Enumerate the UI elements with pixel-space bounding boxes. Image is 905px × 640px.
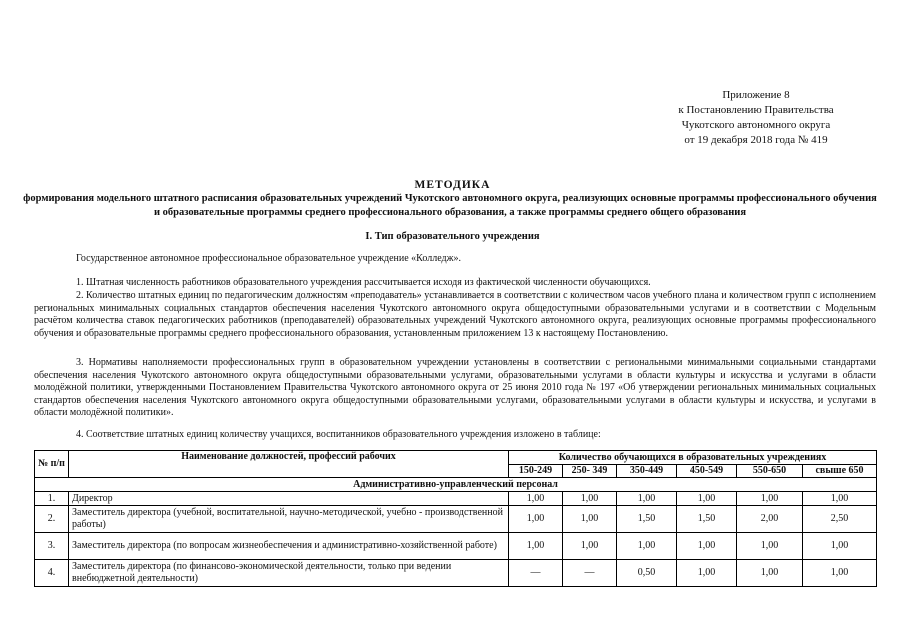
document-title: МЕТОДИКА — [414, 179, 491, 191]
row-number: 4. — [35, 560, 69, 587]
row-value: — — [563, 560, 617, 587]
row-value: — — [509, 560, 563, 587]
header-range: свыше 650 — [803, 465, 877, 478]
appendix-line: от 19 декабря 2018 года № 419 — [684, 134, 828, 146]
row-value: 1,00 — [737, 560, 803, 587]
table-row — [35, 506, 877, 533]
row-value: 1,00 — [677, 533, 737, 560]
row-value: 1,50 — [677, 506, 737, 533]
paragraph-4: 4. Соответствие штатных единиц количеству учащихся, воспитанников образовательного учреждения изложено в таблице: — [76, 429, 601, 440]
row-value: 1,00 — [803, 560, 877, 587]
row-number: 2. — [35, 506, 69, 533]
row-value: 2,50 — [803, 506, 877, 533]
row-value: 1,00 — [563, 533, 617, 560]
row-position: Заместитель директора (по вопросам жизнеобеспечения и административно-хозяйственной работе) — [69, 533, 509, 560]
table-row — [35, 533, 877, 560]
row-value: 1,00 — [737, 533, 803, 560]
row-value: 1,00 — [803, 492, 877, 506]
row-number: 1. — [35, 492, 69, 506]
header-range: 150-249 — [509, 465, 563, 478]
header-student-count: Количество обучающихся в образовательных учреждениях — [509, 451, 877, 465]
row-value: 1,00 — [509, 533, 563, 560]
row-number: 3. — [35, 533, 69, 560]
header-range: 350-449 — [617, 465, 677, 478]
header-range: 250- 349 — [563, 465, 617, 478]
row-value: 1,00 — [617, 492, 677, 506]
row-position: Директор — [69, 492, 509, 506]
paragraph-2: 2. Количество штатных единиц по педагогическим должностям «преподаватель» устанавливается в соответствии с количеством часов учебного плана и количеством групп с исполнением региональных минимальных социальных стандартов обеспечения населения Чукотского автономного округа общедоступными образовательными услугами и в соответствии с Модельным расчётом количества ставок педагогических работников (преподавателей) образовательных учреждений Чукотского автономного округа, реализующих основные программы профессионального обучения и образовательные программы среднего профессионального образования, установленным приложением 13 к настоящему Постановлению. — [34, 290, 876, 339]
appendix-line: Чукотского автономного округа — [681, 119, 831, 131]
paragraph-1: 1. Штатная численность работников образовательного учреждения рассчитывается исходя из фактической численности обучающихся. — [76, 277, 651, 288]
row-value: 2,00 — [737, 506, 803, 533]
header-position: Наименование должностей, профессий рабочих — [69, 451, 509, 478]
row-value: 1,00 — [677, 560, 737, 587]
appendix-line: Приложение 8 — [722, 89, 790, 101]
document-subtitle: формирования модельного штатного расписания образовательных учреждений Чукотского автономного округа, реализующих основные программы профессионального обучения и образовательные программы среднего профессионального образования, а также программы среднего общего образования — [23, 193, 877, 218]
section-title: I. Тип образовательного учреждения — [365, 231, 540, 242]
appendix-block — [646, 88, 866, 148]
row-value: 1,00 — [563, 492, 617, 506]
row-value: 0,50 — [617, 560, 677, 587]
row-value: 1,00 — [509, 492, 563, 506]
group-row: Административно-управленческий персонал — [35, 478, 877, 492]
table-row — [35, 492, 877, 506]
table-row — [35, 560, 877, 587]
row-position: Заместитель директора (учебной, воспитательной, научно-методической, учебно - производственной работы) — [69, 506, 509, 533]
staffing-table — [34, 450, 877, 587]
row-value: 1,00 — [563, 506, 617, 533]
row-value: 1,00 — [509, 506, 563, 533]
row-value: 1,50 — [617, 506, 677, 533]
row-position: Заместитель директора (по финансово-экономической деятельности, только при ведении внебюджетной деятельности) — [69, 560, 509, 587]
row-value: 1,00 — [803, 533, 877, 560]
row-value: 1,00 — [677, 492, 737, 506]
header-range: 450-549 — [677, 465, 737, 478]
institution-type: Государственное автономное профессиональное образовательное учреждение «Колледж». — [76, 253, 461, 264]
paragraph-3: 3. Нормативы наполняемости профессиональных групп в образовательном учреждении установлены в соответствии с региональными минимальными социальными стандартами обеспечения населения Чукотского автономного округа общедоступными образовательными услугами, образовательными услугами в области культуры и искусства и услугами в области молодёжной политики, утвержденными Постановлением Правительства Чукотского автономного округа от 25 июня 2010 года № 197 «Об утверждении региональных минимальных социальных стандартов обеспечения населения Чукотского автономного округа общедоступными образовательными услугами, образовательными услугами в области культуры и искусства, и услугами в области молодёжной политики». — [34, 357, 876, 418]
row-value: 1,00 — [737, 492, 803, 506]
appendix-line: к Постановлению Правительства — [678, 104, 834, 116]
header-number: № п/п — [35, 451, 69, 478]
row-value: 1,00 — [617, 533, 677, 560]
header-range: 550-650 — [737, 465, 803, 478]
